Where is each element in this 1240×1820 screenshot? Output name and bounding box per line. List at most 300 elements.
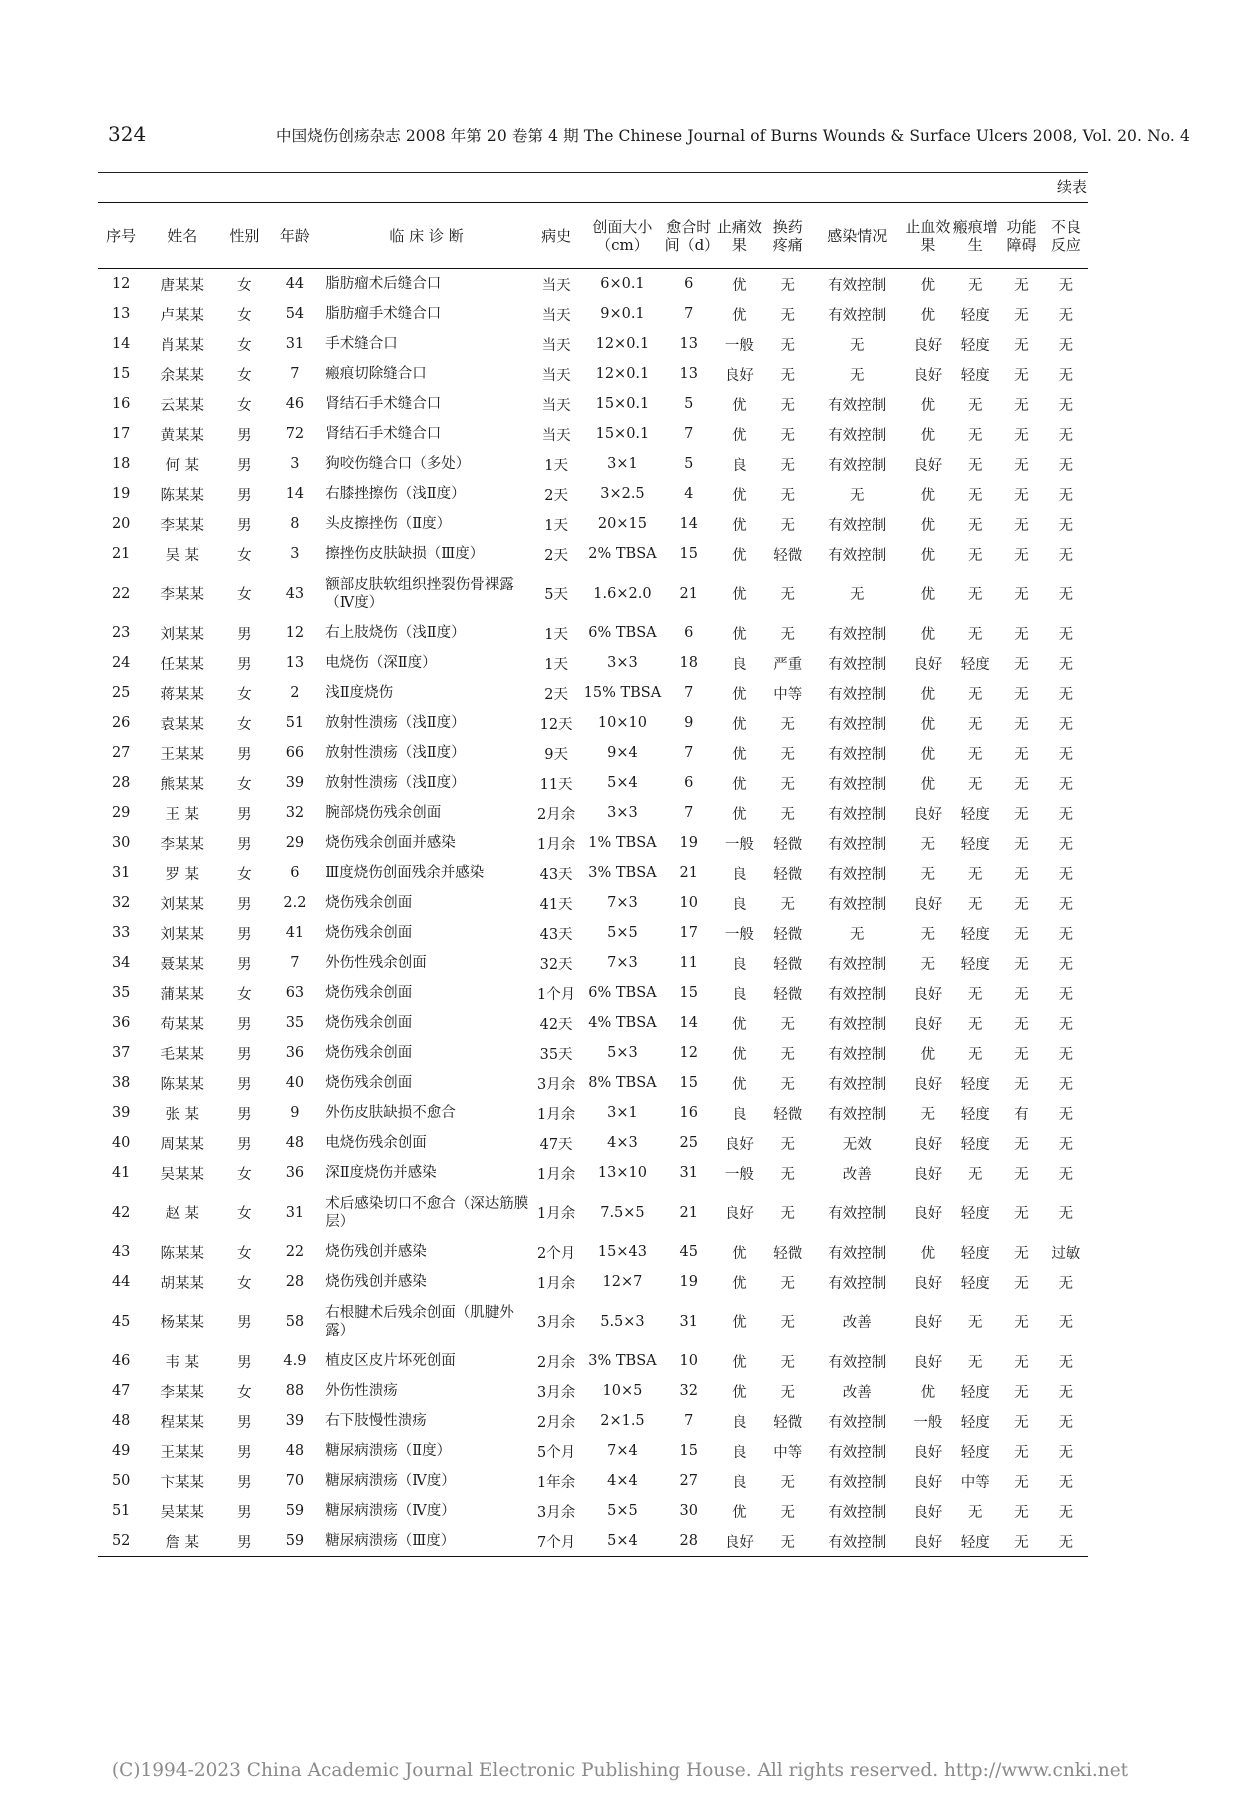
table-cell: 无 [1058,1136,1074,1153]
table-cell: 无 [920,836,936,853]
table-cell: 良好 [913,896,943,913]
table-cell: 无 [1014,896,1029,913]
table-cell: 女 [237,776,252,793]
table-cell: 7×3 [607,955,638,971]
table-cell: 王某某 [160,1444,204,1461]
table-cell: 7 [684,805,694,821]
table-cell: 优 [732,277,747,294]
table-cell: 2.2 [283,895,307,911]
table-cell: 放射性溃疡（浅Ⅱ度） [325,745,466,761]
table-cell: 无 [850,926,865,943]
table-cell: 电烧伤残余创面 [325,1135,427,1151]
table-cell: 21 [679,585,698,602]
table-row [98,1496,1088,1526]
table-cell: 无 [780,1384,796,1401]
table-cell: 1月余 [536,1106,576,1123]
table-cell: 韦 某 [165,1354,200,1371]
table-cell: 9×4 [607,745,638,761]
table-cell: 李某某 [160,517,204,534]
table-cell: 无 [1014,1206,1029,1222]
table-cell: 59 [285,1503,305,1519]
table-cell: 无 [780,1354,796,1371]
table-cell: 22 [111,585,131,602]
table-cell: 女 [237,307,252,324]
table-cell: 优 [920,427,936,444]
table-cell: 良好 [913,656,943,673]
table-cell: 女 [237,716,252,733]
table-cell: 8 [290,516,300,532]
table-cell: 7 [684,745,694,761]
table-cell: 无 [1014,1016,1029,1033]
table-cell: 无 [967,866,983,883]
table-cell: 无 [780,1166,796,1183]
table-row [98,738,1088,768]
table-cell: 21 [679,1204,698,1221]
table-cell: 女 [237,986,252,1003]
table-cell: 9×0.1 [600,306,645,322]
table-cell: 优 [732,1046,747,1063]
table-cell: 有效控制 [828,746,887,763]
table-cell: 无 [1014,1354,1029,1371]
table-cell: 13×10 [597,1165,647,1181]
table-cell: 无 [1014,1315,1029,1331]
table-cell: 14 [679,1015,698,1031]
table-cell: 烧伤残创并感染 [325,1274,427,1290]
table-cell: 43天 [539,926,573,943]
table-cell: 3月余 [536,1504,576,1521]
table-cell: 有效控制 [828,1474,887,1491]
table-cell: 14 [111,336,131,352]
table-cell: 3×2.5 [600,486,645,502]
table-cell: 有效控制 [828,1106,887,1123]
table-cell: 男 [237,806,252,823]
table-cell: 无 [1058,367,1074,384]
column-header: 性别 [220,204,268,269]
table-cell: 88 [285,1383,305,1399]
table-cell: 8% TBSA [588,1075,657,1091]
table-cell: 有效控制 [828,986,887,1003]
table-cell: 7×3 [607,895,638,911]
table-row [98,359,1088,389]
table-cell: 当天 [541,367,571,384]
table-cell: 2% TBSA [588,546,657,562]
table-cell: 有效控制 [828,427,887,444]
table-cell: 优 [732,1315,747,1331]
table-cell: 12×7 [602,1274,643,1290]
table-cell: 1天 [544,656,568,673]
table-cell: 良好 [913,1444,943,1461]
table-cell: 无 [780,1046,796,1063]
table-cell: 无 [1014,587,1029,603]
table-cell: 无 [1058,587,1074,603]
table-cell: 54 [285,306,305,322]
table-cell: 陈某某 [160,1245,204,1262]
table-cell: 无 [967,986,983,1003]
table-cell: 肾结石手术缝合口 [325,396,442,412]
table-cell: 轻度 [960,1275,990,1292]
table-row [98,1376,1088,1406]
table-cell: 无 [967,587,983,603]
table-cell: 无 [780,487,796,504]
table-cell: 32 [679,1383,698,1399]
table-cell: 47天 [539,1136,573,1153]
table-cell: 男 [237,1106,252,1123]
table-cell: 良 [732,896,747,913]
table-cell: 有效控制 [828,836,887,853]
copyright-footer: (C)1994-2023 China Academic Journal Electronic Publishing House. All rights reserved. http://www.cnki.net [111,1760,1129,1781]
table-cell: 14 [285,486,305,502]
table-cell: 轻度 [960,1076,990,1093]
table-cell: 46 [285,396,305,412]
table-row [98,1297,1088,1346]
table-cell: 轻度 [960,656,990,673]
table-cell: 良好 [913,1474,943,1491]
column-header: 不良反应 [1044,204,1088,269]
table-cell: 植皮区皮片坏死创面 [325,1353,456,1369]
table-cell: 4 [684,486,694,502]
table-body [98,269,1088,1557]
table-cell: 21 [111,546,131,562]
table-cell: 无 [780,626,796,643]
table-cell: 15 [679,546,698,562]
table-cell: 3月余 [536,1076,576,1093]
column-header: 止血效果 [905,204,951,269]
table-cell: 38 [111,1075,131,1091]
table-cell: 无 [780,1136,796,1153]
table-cell: 无 [780,457,796,474]
table-cell: 狗咬伤缝合口（多处） [325,456,471,472]
table-cell: 无 [920,956,936,973]
table-cell: 优 [732,517,747,534]
table-cell: 刘某某 [160,896,204,913]
table-cell: 有效控制 [828,307,887,324]
table-cell: 1个月 [536,986,576,1003]
table-cell: 1天 [544,517,568,534]
table-cell: 周某某 [160,1136,204,1153]
table-cell: 有效控制 [828,956,887,973]
table-cell: 43 [285,585,305,602]
table-cell: 烧伤残余创面 [325,1015,413,1031]
table-cell: 糖尿病溃疡（Ⅳ度） [325,1473,456,1489]
table-cell: 一般 [913,1414,943,1431]
table-cell: 49 [111,1443,131,1459]
table-cell: 男 [237,656,252,673]
table-cell: 31 [679,1165,698,1181]
table-cell: Ⅲ度烧伤创面残余并感染 [325,865,485,881]
table-cell: 27 [679,1473,698,1489]
table-row [98,1098,1088,1128]
table-cell: 28 [285,1274,305,1290]
table-row [98,299,1088,329]
table-cell: 13 [679,336,698,352]
table-cell: 无 [1014,487,1029,504]
table-cell: 无 [1058,686,1074,703]
table-cell: 优 [920,587,936,603]
table-cell: 无 [967,1315,983,1331]
table-cell: 7 [684,1413,694,1429]
table-cell: 有效控制 [828,1414,887,1431]
table-cell: 15 [679,1443,698,1459]
table-cell: 无 [1014,427,1029,444]
table-cell: 15 [679,1075,698,1091]
table-cell: 轻度 [960,1206,990,1222]
table-cell: 7×4 [607,1443,638,1459]
table-cell: 无 [780,427,796,444]
table-cell: 无 [780,746,796,763]
table-cell: 1月余 [536,1166,576,1183]
table-cell: 优 [920,1245,936,1262]
table-cell: 无 [780,1474,796,1491]
table-cell: 右膝挫擦伤（浅Ⅱ度） [325,486,466,502]
table-cell: 无 [1014,986,1029,1003]
table-cell: 无 [780,716,796,733]
table-cell: 无 [967,746,983,763]
table-cell: 无 [967,457,983,474]
table-cell: 良好 [724,367,754,384]
table-cell: 优 [732,1245,747,1262]
table-cell: 女 [237,367,252,384]
table-cell: 无 [967,517,983,534]
table-cell: 张 某 [165,1106,200,1123]
table-cell: 29 [285,835,305,851]
table-cell: 蒋某某 [160,686,204,703]
table-cell: 良好 [724,1206,754,1222]
table-header-row [98,204,1088,269]
table-cell: 12×0.1 [595,366,650,382]
table-row [98,678,1088,708]
table-cell: 无 [967,1504,983,1521]
table-cell: 14 [679,516,698,532]
table-cell: 有效控制 [828,1354,887,1371]
table-cell: 7 [684,426,694,442]
table-cell: 无 [967,277,983,294]
table-cell: 熊某某 [160,776,204,793]
table-cell: 良好 [913,367,943,384]
table-cell: 轻微 [773,866,803,883]
table-cell: 李某某 [160,836,204,853]
table-cell: 无 [1058,776,1074,793]
table-cell: 44 [111,1274,131,1290]
table-cell: 肖某某 [160,337,204,354]
table-cell: 1.6×2.0 [593,585,652,602]
table-cell: 无 [780,806,796,823]
table-cell: 10 [679,1353,698,1369]
table-cell: 无 [967,1166,983,1183]
column-header: 临 床 诊 断 [321,204,532,269]
table-cell: 右根腱术后残余创面（肌腱外露） [325,1304,514,1339]
table-cell: 2 [290,685,300,701]
table-cell: 31 [285,336,305,352]
table-cell: 无 [850,587,865,603]
table-cell: 无 [1014,686,1029,703]
table-cell: 李某某 [160,587,204,603]
table-cell: 一般 [724,1166,754,1183]
table-cell: 无 [1058,896,1074,913]
table-cell: 良 [732,1444,747,1461]
table-cell: 6 [684,775,694,791]
table-cell: 良好 [913,1076,943,1093]
table-cell: 吴某某 [160,1166,204,1183]
column-header: 止痛效果 [713,204,766,269]
table-cell: 45 [111,1313,131,1330]
table-cell: 无 [1014,277,1029,294]
table-cell: 4×4 [607,1473,638,1489]
column-header: 瘢痕增生 [951,204,999,269]
table-cell: 13 [285,655,305,671]
table-cell: 3×3 [607,805,638,821]
table-cell: 无 [1014,1504,1029,1521]
table-cell: 15×0.1 [595,396,650,412]
table-cell: 有 [1014,1106,1029,1123]
table-cell: 优 [732,1076,747,1093]
table-cell: 12天 [539,716,573,733]
table-cell: 轻微 [773,547,803,564]
table-cell: 无 [999,1526,1043,1557]
table-cell: 72 [285,426,305,442]
table-cell: 严重 [773,656,803,673]
table-row [98,768,1088,798]
table-cell: 无 [1058,1275,1074,1292]
table-cell: 27 [111,745,131,761]
table-cell: 良 [732,1106,747,1123]
table-cell: 外伤性残余创面 [325,955,427,971]
table-cell: 13 [111,306,131,322]
table-cell: 22 [285,1244,305,1260]
table-cell: 17 [679,925,698,941]
table-cell: 3% TBSA [588,1353,657,1369]
table-cell: 云某某 [160,397,204,414]
table-cell: 无 [1014,716,1029,733]
table-cell: 无 [967,716,983,733]
table-cell: 有效控制 [810,1526,905,1557]
table-cell: 当天 [541,397,571,414]
table-cell: 女 [237,686,252,703]
table-cell: 优 [920,716,936,733]
table-row [98,479,1088,509]
table-cell: 无 [780,1016,796,1033]
table-cell: 无 [780,1315,796,1331]
table-cell: 31 [111,865,131,881]
table-cell: 优 [920,397,936,414]
table-cell: 6% TBSA [588,985,657,1001]
table-cell: 3×3 [607,655,638,671]
table-cell: 2天 [544,487,568,504]
table-cell: 女 [237,547,252,564]
table-cell: 女 [237,1384,252,1401]
table-cell: 无 [1014,806,1029,823]
table-cell: 10×5 [602,1383,643,1399]
table-cell: 男 [237,926,252,943]
table-row [98,1068,1088,1098]
table-cell: 45 [679,1244,698,1260]
table-cell: 良好 [724,1136,754,1153]
table-cell: 罗 某 [165,866,200,883]
table-cell: 41 [285,925,305,941]
column-header: 感染情况 [810,204,905,269]
table-cell: 17 [111,426,131,442]
table-cell: 无 [1014,866,1029,883]
table-cell: 头皮擦挫伤（Ⅱ度） [325,516,452,532]
table-cell: 浅Ⅱ度烧伤 [325,685,394,701]
table-cell: 良好 [713,1526,766,1557]
table-cell: 无 [967,776,983,793]
table-cell: 有效控制 [828,686,887,703]
table-cell: 无 [1058,1444,1074,1461]
table-cell: 轻度 [951,1526,999,1557]
table-cell: 有效控制 [828,457,887,474]
table-cell: 无 [1014,1046,1029,1063]
table-cell: 28 [111,775,131,791]
table-cell: 轻微 [773,1245,803,1262]
table-cell: 有效控制 [828,277,887,294]
table-cell: 轻度 [960,1414,990,1431]
running-header: 中国烧伤创疡杂志 2008 年第 20 卷第 4 期 The Chinese Journal of Burns Wounds & Surface Ulcers 2008, Vol. 20. No. 4 [276,127,1190,145]
table-cell: 44 [285,276,305,292]
table-cell: 5 [684,396,694,412]
table-cell: 优 [920,307,936,324]
table-cell: 男 [237,896,252,913]
table-cell: 男 [237,457,252,474]
table-cell: 48 [111,1413,131,1429]
table-cell: 51 [111,1503,131,1519]
table-cell: 有效控制 [828,397,887,414]
table-row [98,449,1088,479]
table-cell: 改善 [842,1315,872,1331]
table-cell: 23 [111,625,131,641]
table-cell: 良 [732,457,747,474]
table-cell: 无 [1058,1166,1074,1183]
table-cell: 有效控制 [828,806,887,823]
table-cell: 当天 [541,307,571,324]
table-cell: 女 [237,1166,252,1183]
table-cell: 良好 [913,337,943,354]
table-cell: 轻微 [773,836,803,853]
table-cell: 卢某某 [160,307,204,324]
table-cell: 无 [1058,656,1074,673]
table-cell: 余某某 [160,367,204,384]
table-cell: 48 [285,1443,305,1459]
table-cell: 深Ⅱ度烧伤并感染 [325,1165,437,1181]
table-cell: 有效控制 [828,1504,887,1521]
table-cell: 良好 [905,1526,951,1557]
column-header: 愈合时间（d） [665,204,713,269]
table-cell: 良好 [913,457,943,474]
table-cell: 50 [111,1473,131,1489]
table-cell: 男 [237,626,252,643]
table-cell: 无 [1058,836,1074,853]
table-cell: 有效控制 [828,1245,887,1262]
table-cell: 2天 [544,686,568,703]
table-cell: 无 [780,776,796,793]
table-cell: 无 [780,337,796,354]
table-cell: 7.5×5 [600,1204,645,1221]
table-cell: 35 [285,1015,305,1031]
table-cell: 无 [1058,1474,1074,1491]
table-cell: 良好 [913,1166,943,1183]
table-cell: 无 [1058,1315,1074,1331]
table-cell: 有效控制 [828,1016,887,1033]
table-cell: 陈某某 [160,1076,204,1093]
table-cell: 5×4 [580,1526,664,1557]
table-cell: 轻微 [773,986,803,1003]
table-cell: 良好 [913,1206,943,1222]
table-cell: 33 [111,925,131,941]
table-cell: 男 [237,1076,252,1093]
column-header: 姓名 [144,204,220,269]
table-cell: 有效控制 [828,517,887,534]
table-cell: 无 [967,1016,983,1033]
table-cell: 无 [1014,307,1029,324]
